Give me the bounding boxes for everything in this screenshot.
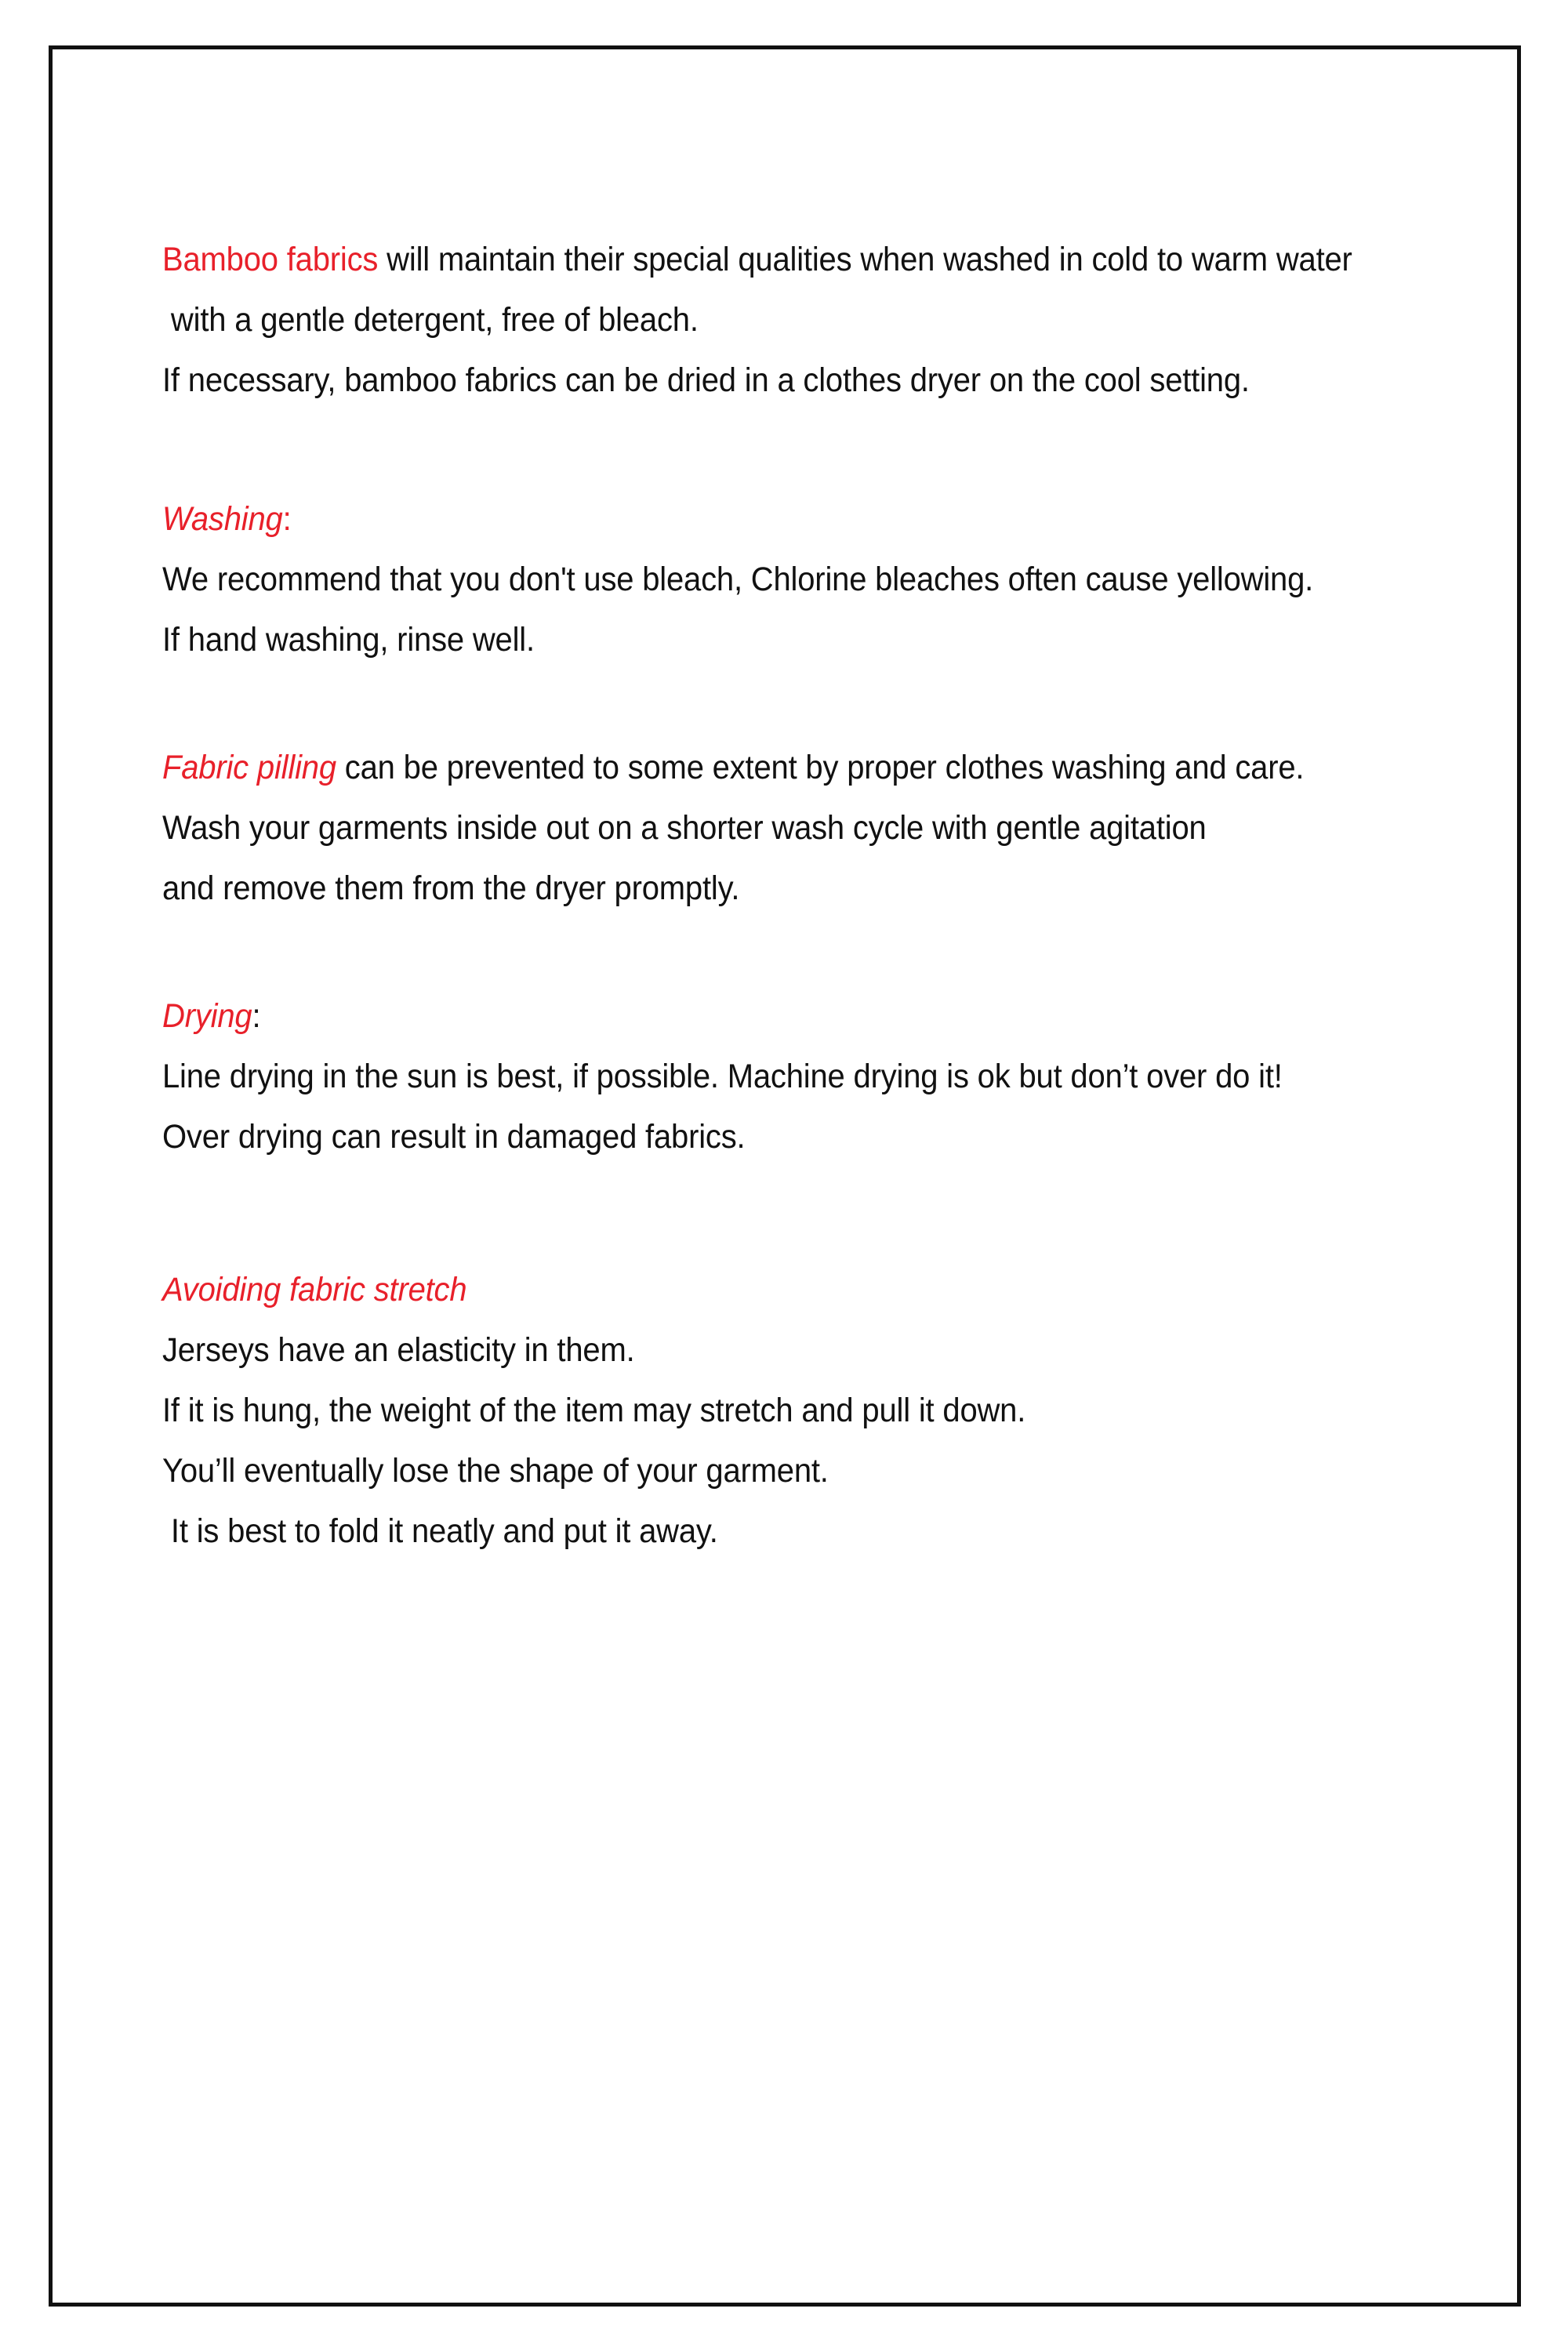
paragraph-intro bbox=[162, 230, 1526, 411]
heading-text: Drying bbox=[162, 997, 252, 1035]
text-run: We recommend that you don't use bleach, Chlorine bleaches often cause yellowing. bbox=[162, 561, 1314, 598]
term-bamboo-fabrics: Bamboo fabrics bbox=[162, 241, 379, 278]
heading-colon: : bbox=[282, 500, 292, 538]
text-run: will maintain their special qualities when washed in cold to warm water bbox=[378, 241, 1352, 278]
section-washing bbox=[162, 489, 1526, 670]
text-run: If necessary, bamboo fabrics can be dried in a clothes dryer on the cool setting. bbox=[162, 361, 1250, 399]
section-fabric-pilling bbox=[162, 738, 1526, 919]
text-line bbox=[162, 738, 1431, 798]
document-body bbox=[162, 230, 1526, 1562]
spacer bbox=[162, 1167, 1526, 1260]
text-run: can be prevented to some extent by proper clothes washing and care. bbox=[336, 749, 1305, 786]
section-avoiding-fabric-stretch bbox=[162, 1260, 1526, 1562]
text-run: If hand washing, rinse well. bbox=[162, 621, 535, 659]
text-line bbox=[162, 1381, 1431, 1441]
text-run: Wash your garments inside out on a shorter wash cycle with gentle agitation bbox=[162, 809, 1207, 847]
text-run: Over drying can result in damaged fabrics. bbox=[162, 1118, 746, 1156]
heading-text: Avoiding fabric stretch bbox=[162, 1271, 467, 1308]
heading-drying bbox=[162, 986, 1431, 1047]
text-run: with a gentle detergent, free of bleach. bbox=[162, 301, 699, 339]
heading-colon: : bbox=[252, 997, 261, 1035]
page-border bbox=[49, 45, 1521, 2307]
text-line bbox=[162, 858, 1431, 919]
text-run: It is best to fold it neatly and put it away. bbox=[162, 1512, 718, 1550]
text-run: If it is hung, the weight of the item may stretch and pull it down. bbox=[162, 1392, 1026, 1429]
text-line bbox=[162, 1441, 1431, 1501]
spacer bbox=[162, 411, 1526, 489]
heading-washing bbox=[162, 489, 1431, 550]
text-run: Jerseys have an elasticity in them. bbox=[162, 1331, 635, 1369]
text-run: You’ll eventually lose the shape of your garment. bbox=[162, 1452, 829, 1490]
heading-avoiding-fabric-stretch bbox=[162, 1260, 1431, 1320]
section-drying bbox=[162, 986, 1526, 1167]
text-line bbox=[162, 290, 1431, 350]
text-line bbox=[162, 1320, 1431, 1381]
text-line bbox=[162, 610, 1431, 670]
text-line bbox=[162, 1107, 1431, 1167]
text-run: Line drying in the sun is best, if possible. Machine drying is ok but don’t over do it! bbox=[162, 1058, 1283, 1095]
text-line bbox=[162, 230, 1431, 290]
term-fabric-pilling: Fabric pilling bbox=[162, 749, 336, 786]
text-line bbox=[162, 798, 1431, 858]
spacer bbox=[162, 670, 1526, 738]
text-line bbox=[162, 1047, 1431, 1107]
text-line bbox=[162, 550, 1431, 610]
text-line bbox=[162, 1501, 1431, 1562]
spacer bbox=[162, 919, 1526, 986]
heading-text: Washing bbox=[162, 500, 283, 538]
text-run: and remove them from the dryer promptly. bbox=[162, 869, 740, 907]
text-line bbox=[162, 350, 1431, 411]
